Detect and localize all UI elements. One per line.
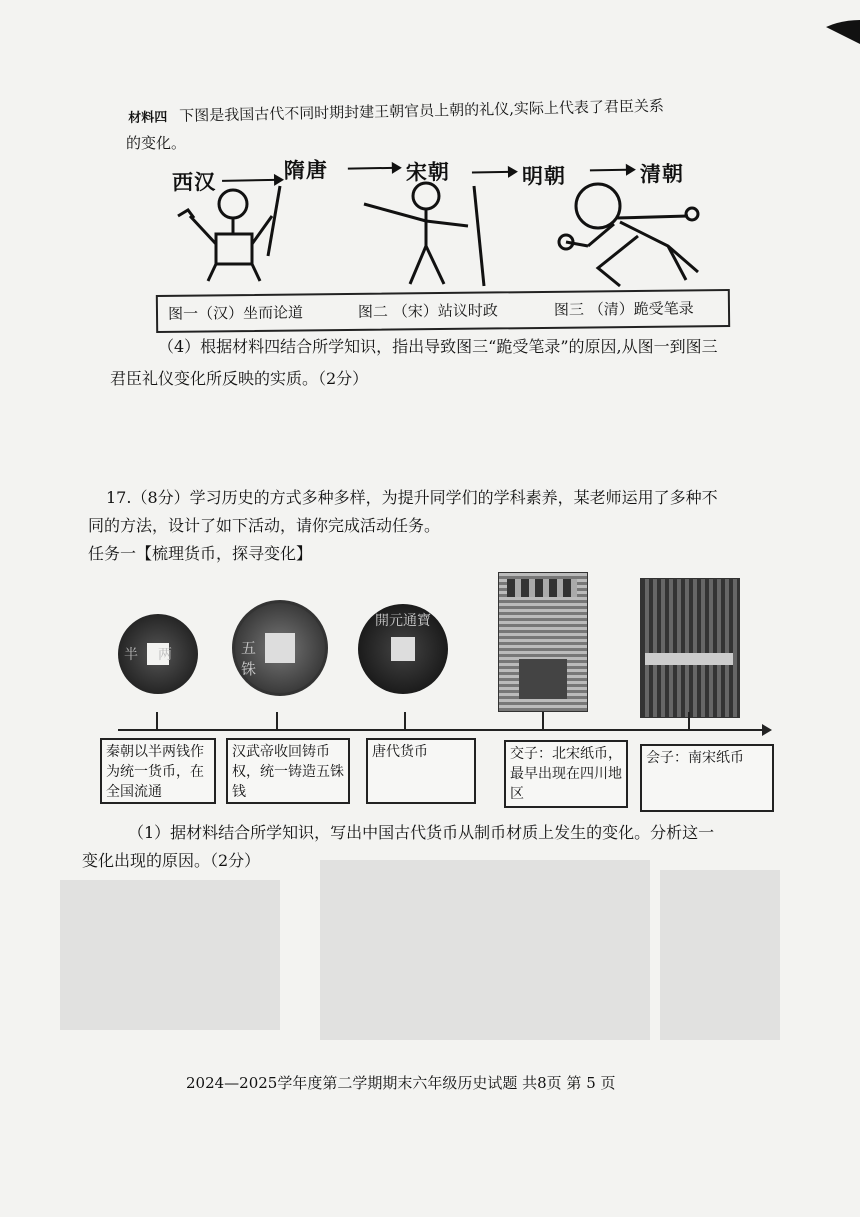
- subq1-line1: （1）据材料结合所学知识，写出中国古代货币从制币材质上发生的变化。分析这一: [128, 823, 715, 842]
- bleed-through-right: [660, 870, 780, 1040]
- material4-label: 材料四: [128, 110, 168, 126]
- note-jiaozi-image: [498, 572, 588, 712]
- coin-banliang: [118, 614, 198, 694]
- coin-wuzhu: [232, 600, 328, 696]
- material4-intro-line1: 下图是我国古代不同时期封建王朝官员上朝的礼仪,实际上代表了君臣关系: [179, 96, 665, 125]
- box-tang: 唐代货币: [366, 738, 476, 804]
- page-footer: 2024—2025学年度第二学期期末六年级历史试题 共8页 第 5 页: [186, 1074, 616, 1092]
- arrow-icon: [348, 167, 400, 170]
- era-western-han: 西汉: [171, 168, 217, 195]
- bleed-through-left: [60, 880, 280, 1030]
- caption-fig3: 图三 （清）跪受笔录: [553, 299, 694, 319]
- arrow-icon: [472, 171, 516, 174]
- material4-intro: [128, 95, 664, 127]
- coin-kaiyuan-glyph: 開元通寶: [375, 613, 431, 629]
- q17-line2: 同的方法，设计了如下活动，请你完成活动任务。: [88, 516, 441, 535]
- coin-kaiyuan: [358, 604, 448, 694]
- q17-line1: 17.（8分）学习历史的方式多种多样，为提升同学们的学科素养，某老师运用了多种不: [106, 488, 718, 507]
- figure-qing-kneeling: [559, 184, 698, 286]
- material4-intro-line2: 的变化。: [126, 134, 187, 152]
- era-sui-tang: 隋唐: [283, 156, 329, 183]
- box-han: 汉武帝收回铸币权，统一铸造五铢钱: [226, 738, 350, 804]
- timeline-tick: [404, 712, 406, 730]
- timeline-tick: [276, 712, 278, 730]
- subq1-line2: 变化出现的原因。（2分）: [82, 851, 261, 870]
- figure-caption-frame: [156, 289, 730, 333]
- timeline-tick: [156, 712, 158, 730]
- era-qing: 清朝: [639, 160, 685, 187]
- note-huizi-image: [640, 578, 740, 718]
- box-jiaozi: 交子：北宋纸币，最早出现在四川地区: [504, 740, 628, 808]
- question4-line1: （4）根据材料四结合所学知识，指出导致图三“跪受笔录”的原因,从图一到图三: [158, 337, 718, 356]
- question4-line2: 君臣礼仪变化所反映的实质。（2分）: [110, 369, 369, 388]
- era-ming: 明朝: [521, 162, 567, 189]
- timeline-tick: [688, 712, 690, 730]
- caption-fig2: 图二 （宋）站议时政: [357, 301, 498, 321]
- box-huizi: 会子：南宋纸币: [640, 744, 774, 812]
- scan-corner-mark: [800, 20, 860, 60]
- caption-fig1: 图一（汉）坐而论道: [167, 303, 304, 323]
- box-qin: 秦朝以半两钱作为统一货币，在全国流通: [100, 738, 216, 804]
- era-song: 宋朝: [405, 158, 451, 185]
- figure-han-seated: [178, 186, 280, 281]
- arrow-icon: [590, 169, 634, 172]
- coin-wuzhu-glyph: 五铢: [241, 639, 291, 678]
- task1-title: 任务一【梳理货币，探寻变化】: [88, 544, 313, 563]
- coin-banliang-glyph: 半两: [124, 647, 192, 663]
- etiquette-figures: [168, 176, 728, 292]
- figure-song-standing: [364, 183, 484, 286]
- currency-timeline-axis: [118, 729, 768, 731]
- bleed-through-center: [320, 860, 650, 1040]
- timeline-tick: [542, 712, 544, 730]
